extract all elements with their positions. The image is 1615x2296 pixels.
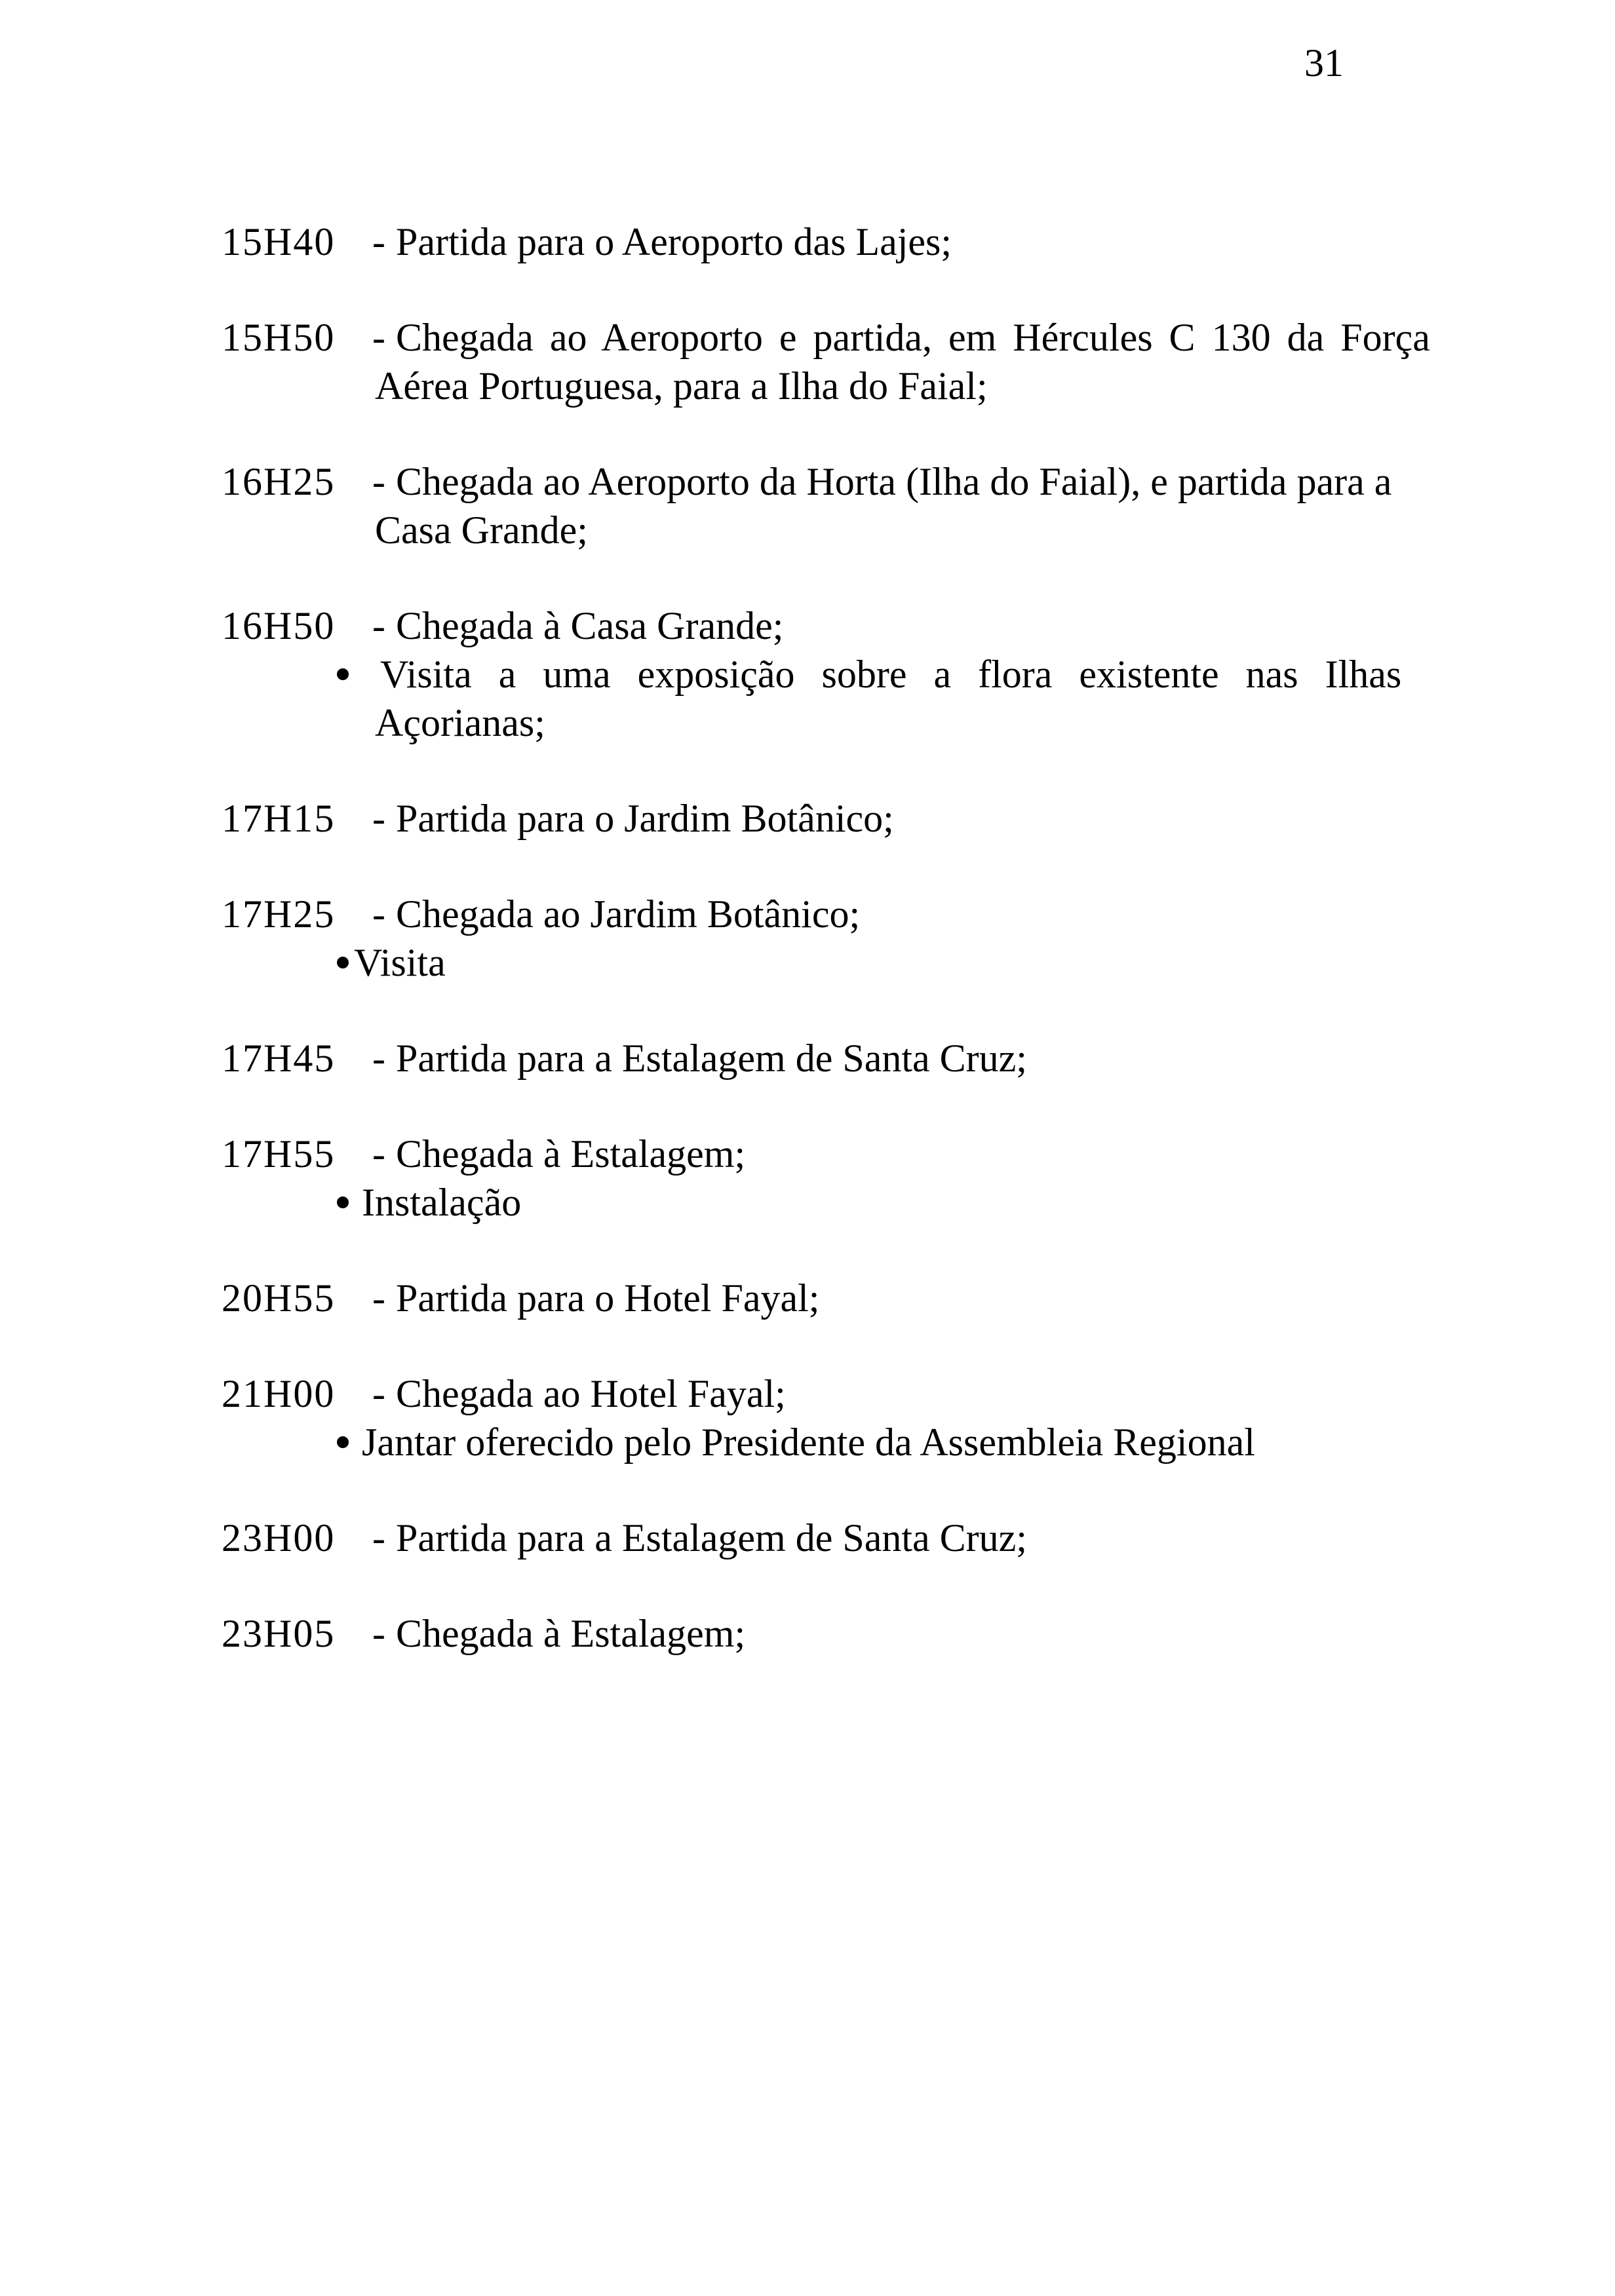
entry-separator: - <box>372 604 385 647</box>
entry-text: Partida para o Hotel Fayal; <box>396 1276 820 1320</box>
entry-time: 23H00 <box>222 1516 336 1559</box>
schedule-entry-2055 <box>222 1274 1441 1322</box>
schedule-entry-1550 <box>222 313 1441 410</box>
bullet-text: Visita a uma exposição sobre a flora existente nas Ilhas <box>380 653 1402 696</box>
schedule-entry-1650 <box>222 602 1441 747</box>
entry-separator: - <box>372 1516 385 1559</box>
schedule-entry-1755 <box>222 1130 1441 1227</box>
entry-text: Chegada ao Jardim Botânico; <box>396 892 861 936</box>
bullet-icon <box>337 1436 349 1448</box>
bullet-text: Instalação <box>362 1181 522 1224</box>
schedule-list <box>222 218 1441 1658</box>
bullet-icon <box>337 1196 349 1208</box>
entry-text: Chegada ao Aeroporto da Horta (Ilha do Faial), e partida para a <box>396 460 1392 503</box>
entry-time: 23H05 <box>222 1612 336 1655</box>
schedule-entry-2305 <box>222 1609 1441 1658</box>
entry-separator: - <box>372 1372 385 1415</box>
entry-time: 15H40 <box>222 220 336 263</box>
entry-text: Partida para a Estalagem de Santa Cruz; <box>396 1037 1027 1080</box>
page-number: 31 <box>1304 41 1344 85</box>
schedule-entry-1745 <box>222 1034 1441 1082</box>
bullet-item <box>337 650 1441 698</box>
entry-separator: - <box>372 316 385 359</box>
entry-text: Partida para o Aeroporto das Lajes; <box>396 220 952 263</box>
schedule-entry-1715 <box>222 794 1441 843</box>
entry-text-continued: Aérea Portuguesa, para a Ilha do Faial; <box>375 364 988 408</box>
entry-separator: - <box>372 797 385 840</box>
schedule-entry-2100 <box>222 1369 1441 1466</box>
bullet-text: Jantar oferecido pelo Presidente da Assembleia Regional <box>362 1421 1255 1464</box>
bullet-icon <box>337 957 349 968</box>
bullet-item <box>337 1178 1441 1227</box>
bullet-icon <box>337 668 349 680</box>
schedule-entry-1625 <box>222 457 1441 554</box>
entry-time: 17H45 <box>222 1037 336 1080</box>
entry-separator: - <box>372 892 385 936</box>
bullet-item <box>337 1418 1441 1466</box>
entry-text: Partida para o Jardim Botânico; <box>396 797 894 840</box>
schedule-entry-1725 <box>222 890 1441 987</box>
entry-time: 17H55 <box>222 1132 336 1176</box>
bullet-item <box>337 938 1441 987</box>
bullet-text: Visita <box>354 941 446 984</box>
entry-separator: - <box>372 460 385 503</box>
entry-text: Chegada ao Aeroporto e partida, em Hércules C 130 da Força <box>396 316 1430 359</box>
entry-separator: - <box>372 1037 385 1080</box>
entry-text: Partida para a Estalagem de Santa Cruz; <box>396 1516 1027 1559</box>
entry-text: Chegada à Casa Grande; <box>396 604 784 647</box>
entry-text: Chegada ao Hotel Fayal; <box>396 1372 786 1415</box>
schedule-entry-2300 <box>222 1514 1441 1562</box>
entry-time: 17H15 <box>222 797 336 840</box>
entry-time: 15H50 <box>222 316 336 359</box>
bullet-text-continued: Açorianas; <box>375 701 545 744</box>
entry-time: 16H50 <box>222 604 336 647</box>
entry-time: 21H00 <box>222 1372 336 1415</box>
entry-time: 17H25 <box>222 892 336 936</box>
entry-text-continued: Casa Grande; <box>375 508 588 552</box>
entry-text: Chegada à Estalagem; <box>396 1132 746 1176</box>
entry-text: Chegada à Estalagem; <box>396 1612 746 1655</box>
entry-time: 20H55 <box>222 1276 336 1320</box>
entry-separator: - <box>372 1276 385 1320</box>
schedule-entry-1540 <box>222 218 1441 266</box>
entry-separator: - <box>372 1132 385 1176</box>
entry-time: 16H25 <box>222 460 336 503</box>
entry-separator: - <box>372 1612 385 1655</box>
entry-separator: - <box>372 220 385 263</box>
